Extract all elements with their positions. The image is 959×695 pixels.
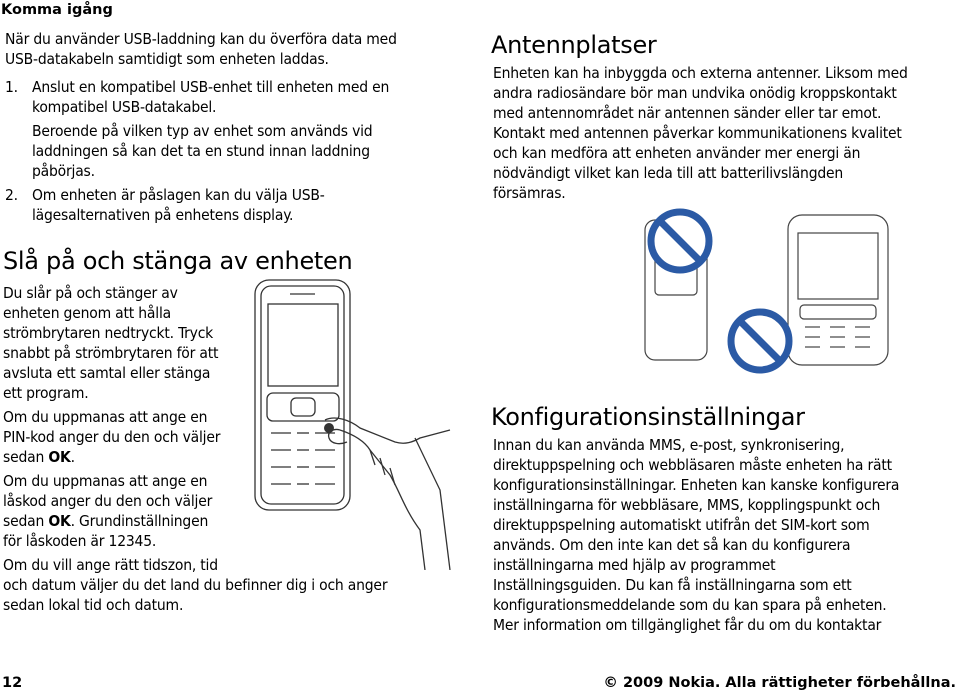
text-line: snabbt på strömbrytaren för att <box>3 344 219 362</box>
text-line: Innan du kan använda MMS, e-post, synkronisering, <box>493 436 845 454</box>
text-line: direktuppspelning automatiskt utifrån det SIM-kort som <box>493 516 870 534</box>
step-line: laddningen så kan det ta en stund innan laddning <box>32 142 370 160</box>
antenna-illustration <box>620 205 910 375</box>
text-line: och kan medföra att enheten använder mer energi än <box>493 144 861 162</box>
intro-paragraph <box>5 29 475 69</box>
power-paragraph-2 <box>3 407 220 467</box>
text-line: Du slår på och stänger av <box>3 284 178 302</box>
text-line: Kontakt med antennen påverkar kommunikationens kvalitet <box>493 124 902 142</box>
config-paragraph <box>493 435 899 635</box>
prohibition-icon <box>731 312 789 370</box>
intro-line: USB-datakabeln samtidigt som enheten laddas. <box>5 50 329 68</box>
text-line: konfigurationsmeddelande som du kan spara på enheten. <box>493 596 887 614</box>
text-line: andra radiosändare bör man undvika onödig kroppskontakt <box>493 84 897 102</box>
power-key-icon <box>324 423 334 433</box>
column-divider <box>477 0 478 660</box>
text-line: Inställningsguiden. Du kan få inställningarna som ett <box>493 576 852 594</box>
text-line: Enheten kan ha inbyggda och externa antenner. Liksom med <box>493 64 908 82</box>
text-line: sedan lokal tid och datum. <box>3 596 184 614</box>
power-paragraph-1 <box>3 283 218 403</box>
text-line <box>3 447 220 467</box>
antenna-title: Antennplatser <box>491 31 657 59</box>
text-line: inställningarna för webbläsare, MMS, kopplingspunkt och <box>493 496 881 514</box>
step-line: kompatibel USB-datakabel. <box>32 98 217 116</box>
text-line: enheten genom att hålla <box>3 304 171 322</box>
phone-front-outline <box>788 215 888 365</box>
step-number: 1. <box>5 78 18 96</box>
prohibition-icon <box>651 212 709 270</box>
phone-power-illustration <box>245 270 475 570</box>
text-line: ett program. <box>3 384 89 402</box>
step-2 <box>32 185 325 225</box>
text-line: inställningarna med hjälp av programmet <box>493 556 776 574</box>
text-line: Om du vill ange rätt tidszon, tid <box>3 556 218 574</box>
step-line: Om enheten är påslagen kan du välja USB- <box>32 186 325 204</box>
text-line: och datum väljer du det land du befinner dig i och anger <box>3 576 388 594</box>
text-line: PIN-kod anger du den och väljer <box>3 428 221 446</box>
page-number: 12 <box>2 675 23 691</box>
antenna-paragraph <box>493 63 908 203</box>
step-line: påbörjas. <box>32 162 95 180</box>
step-number: 2. <box>5 186 18 204</box>
power-paragraph-3 <box>3 471 212 551</box>
ok-keyword: OK <box>48 512 71 530</box>
text-line: avsluta ett samtal eller stänga <box>3 364 211 382</box>
text-line <box>3 511 212 531</box>
copyright: © 2009 Nokia. Alla rättigheter förbehållna. <box>603 675 956 691</box>
section-header: Komma igång <box>1 2 113 18</box>
text-fragment: sedan <box>3 512 49 530</box>
step-line: lägesalternativen på enhetens display. <box>32 206 294 224</box>
text-line: konfigurationsinställningar. Enheten kan kanske konfigurera <box>493 476 900 494</box>
power-title: Slå på och stänga av enheten <box>3 247 353 275</box>
step-1-note <box>32 121 372 181</box>
text-line: nödvändigt vilket kan leda till att batterilivslängden <box>493 164 844 182</box>
text-line: försämras. <box>493 184 566 202</box>
text-fragment: . Grundinställningen <box>70 512 209 530</box>
text-line: Om du uppmanas att ange en <box>3 408 208 426</box>
text-fragment: . <box>70 448 75 466</box>
step-line: Beroende på vilken typ av enhet som används vid <box>32 122 373 140</box>
step-1 <box>32 77 389 117</box>
text-line: direktuppspelning och webbläsaren måste enheten ha rätt <box>493 456 892 474</box>
intro-line: När du använder USB-laddning kan du överföra data med <box>5 30 397 48</box>
ok-keyword: OK <box>48 448 71 466</box>
text-line: strömbrytaren nedtryckt. Tryck <box>3 324 214 342</box>
text-line: Om du uppmanas att ange en <box>3 472 208 490</box>
config-title: Konfigurationsinställningar <box>491 403 805 431</box>
text-fragment: sedan <box>3 448 49 466</box>
text-line: låskod anger du den och väljer <box>3 492 213 510</box>
text-line: med antennområdet när antennen sänder eller tar emot. <box>493 104 882 122</box>
text-line: för låskoden är 12345. <box>3 532 157 550</box>
step-line: Anslut en kompatibel USB-enhet till enheten med en <box>32 78 390 96</box>
text-line: Mer information om tillgänglighet får du om du kontaktar <box>493 616 882 634</box>
text-line: används. Om den inte kan det så kan du konfigurera <box>493 536 851 554</box>
